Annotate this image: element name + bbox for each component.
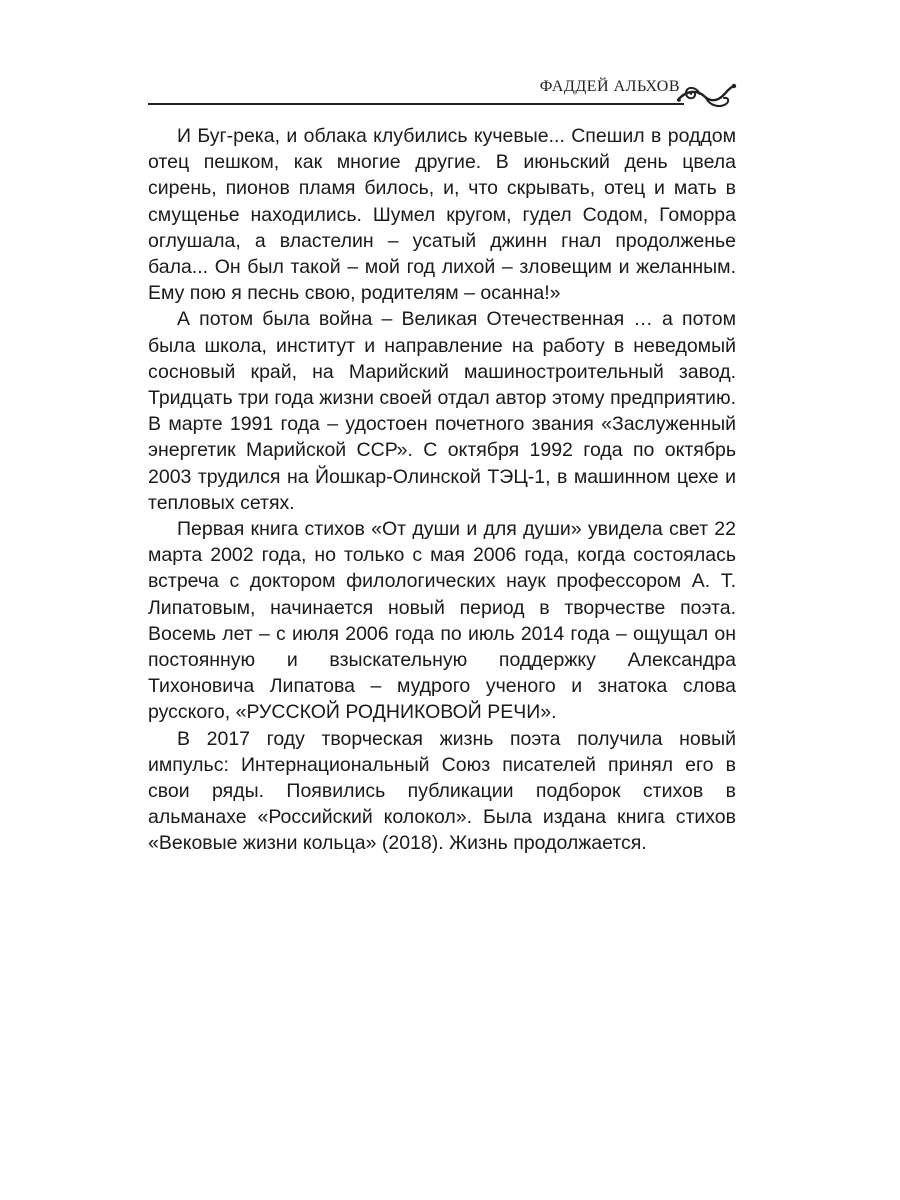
- paragraph-2: А потом была война – Великая Отечественная … а потом была школа, институт и направление на работу в неведомый сосновый край, на Марийский машиностроительный завод. Тридцать три года жизни своей отдал автор этому предприятию. В марте 1991 года – удостоен почетного звания «Заслуженный энергетик Марийской ССР». С октября 1992 года по октябрь 2003 трудился на Йошкар-Олинской ТЭЦ-1, в машинном цехе и тепловых сетях.: [148, 308, 736, 514]
- author-name: ФАДДЕЙ АЛЬХОВ: [539, 78, 680, 95]
- paragraph-4: В 2017 году творческая жизнь поэта получила новый импульс: Интернациональный Союз писателей принял его в свои ряды. Появились публикации подборок стихов в альманахе «Российский колокол». Была издана книга стихов «Вековые жизни кольца» (2018). Жизнь продолжается.: [148, 727, 736, 855]
- paragraph-1: И Буг-река, и облака клубились кучевые... Спешил в роддом отец пешком, как многие другие. В июньский день цвела сирень, пионов пламя билось, и, что скрывать, отец и мать в смущенье находились. Шумел кругом, гудел Содом, Гоморра оглушала, а властелин – усатый джинн гнал продолженье бала... Он был такой – мой год лихой – зловещим и желанным. Ему пою я песнь свою, родителям – осанна!»: [148, 125, 736, 305]
- header-rule: [148, 103, 684, 105]
- body-text: [148, 123, 736, 857]
- flourish-ornament-icon: [676, 80, 738, 112]
- running-header: [148, 72, 738, 112]
- paragraph-3: Первая книга стихов «От души и для души» увидела свет 22 марта 2002 года, но только с мая 2006 года, когда состоялась встреча с доктором филологических наук профессором А. Т. Липатовым, начинается новый период в творчестве поэта. Восемь лет – с июля 2006 года по июль 2014 года – ощущал он постоянную и взыскательную поддержку Александра Тихоновича Липатова – мудрого ученого и знатока слова русского, «РУССКОЙ РОДНИКОВОЙ РЕЧИ».: [148, 518, 736, 724]
